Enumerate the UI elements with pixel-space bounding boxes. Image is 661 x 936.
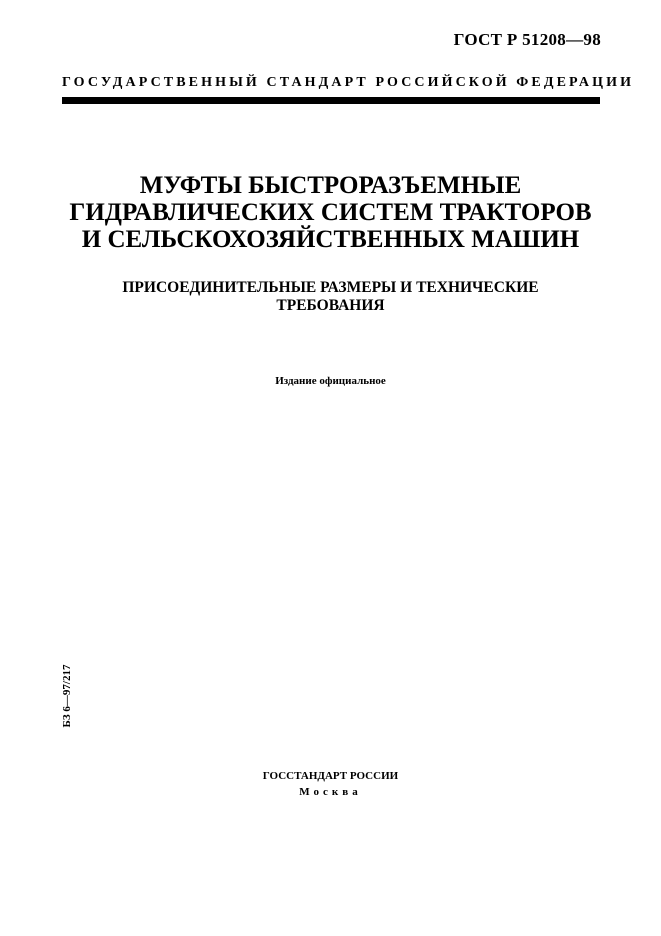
subtitle-line: ПРИСОЕДИНИТЕЛЬНЫЕ РАЗМЕРЫ И ТЕХНИЧЕСКИЕ: [122, 279, 539, 296]
publication-city: Москва: [299, 786, 362, 798]
publisher: ГОССТАНДАРТ РОССИИ: [262, 770, 399, 782]
edition-note: Издание официальное: [275, 375, 386, 387]
subtitle-line: ТРЕБОВАНИЯ: [276, 297, 385, 314]
side-code: БЗ 6—97/217: [61, 664, 73, 728]
gost-number: ГОСТ Р 51208—98: [453, 30, 601, 49]
title-line: И СЕЛЬСКОХОЗЯЙСТВЕННЫХ МАШИН: [81, 226, 580, 253]
document-title: [40, 172, 621, 253]
header-rule: [62, 97, 600, 104]
document-subtitle: [40, 279, 621, 315]
title-line: МУФТЫ БЫСТРОРАЗЪЕМНЫЕ: [139, 172, 522, 199]
title-line: ГИДРАВЛИЧЕСКИХ СИСТЕМ ТРАКТОРОВ: [69, 199, 592, 226]
state-standard-heading: ГОСУДАРСТВЕННЫЙ СТАНДАРТ РОССИЙСКОЙ ФЕДЕРАЦИИ: [62, 75, 635, 90]
